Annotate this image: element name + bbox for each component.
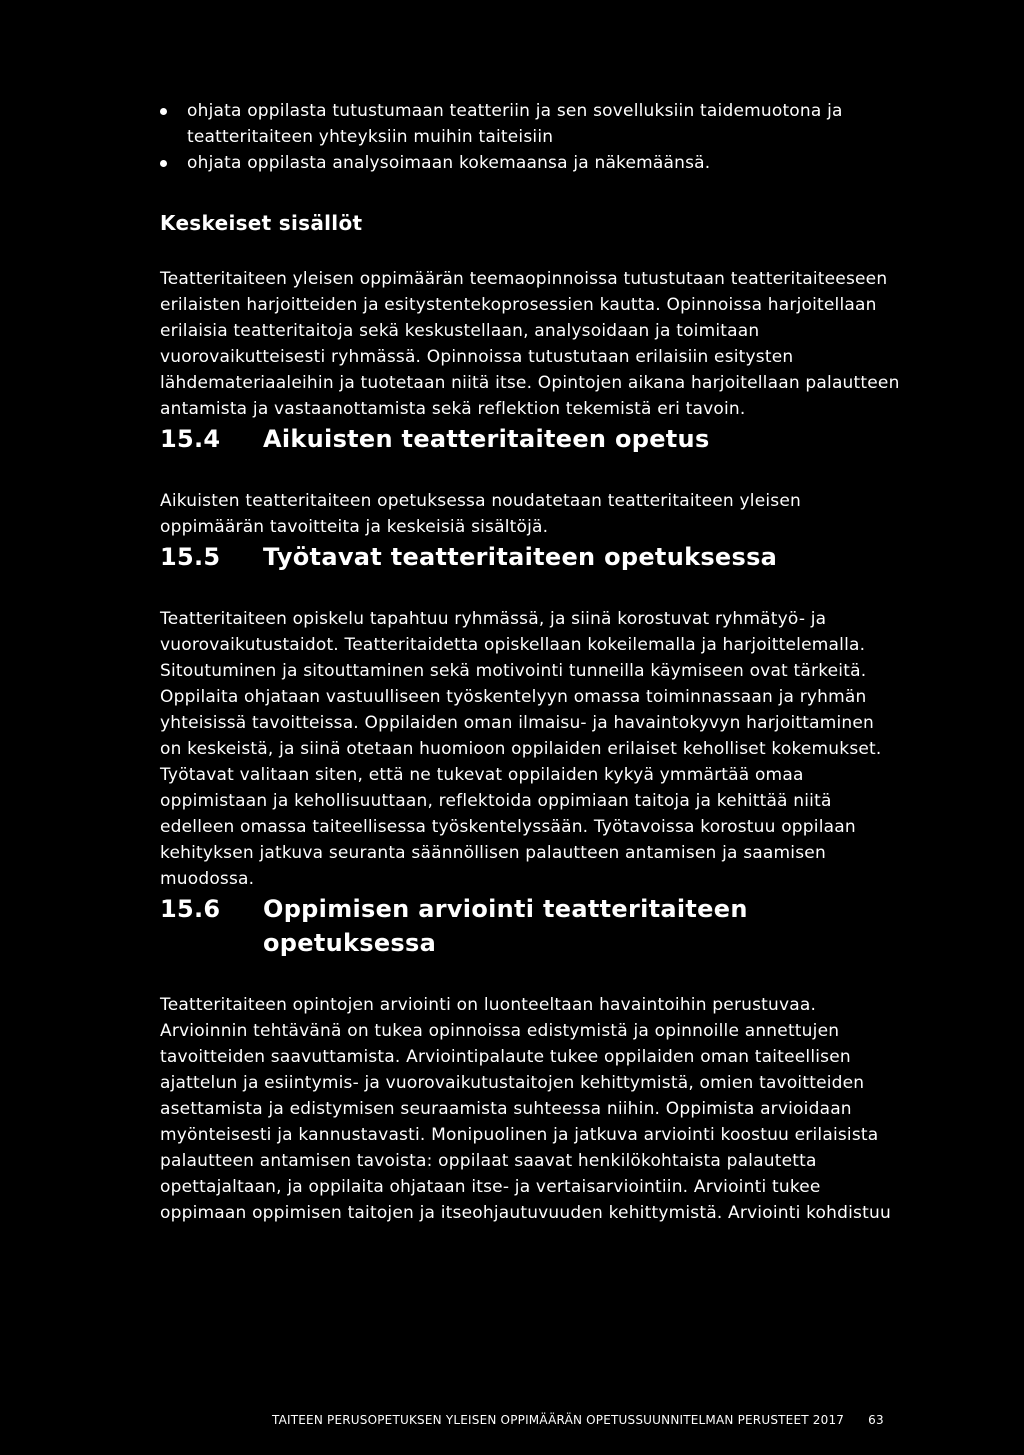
section-paragraph-15-6: Teatteritaiteen opintojen arviointi on luonteeltaan havaintoihin perustuvaa. Arvioinnin tehtävänä on tukea opinnoissa edistymistä ja opinnoille annettujen tavoitteiden saavuttamista. Arviointipalaute tukee oppilaiden oman taiteellisen ajattelun ja esiintymis- ja vuorovaikutustaitojen kehittymistä, omien tavoitteiden asettamista ja edistymisen seuraamista suhteessa niihin. Oppimista arvioidaan myönteisesti ja kannustavasti. Monipuolinen ja jatkuva arviointi koostuu erilaisista palautteen antamisen tavoista: oppilaat saavat henkilökohtaista palautetta opettajaltaan, ja oppilaita ohjataan itse- ja vertaisarviointiin. Arviointi tukee oppimaan oppimisen taitojen ja itseohjautuvuuden kehittymistä. Arviointi kohdistuu (160, 995, 891, 1223)
goal-bullet-list (160, 98, 900, 176)
content-paragraph: Teatteritaiteen yleisen oppimäärän teemaopinnoissa tutustutaan teatteritaiteeseen erilaisten harjoitteiden ja esitystentekoprosessien kautta. Opinnoissa harjoitellaan erilaisia teatteritaitoja sekä keskustellaan, analysoidaan ja toimitaan vuorovaikutteisesti ryhmässä. Opinnoissa tutustutaan erilaisiin esitysten lähdemateriaaleihin ja tuotetaan niitä itse. Opintojen aikana harjoitellaan palautteen antamista ja vastaanottamista sekä reflektion tekemistä eri tavoin. (160, 269, 900, 419)
bullet-text: ohjata oppilasta analysoimaan kokemaansa ja näkemäänsä. (187, 153, 711, 173)
bullet-dot-icon (160, 108, 167, 115)
content-heading: Keskeiset sisällöt (160, 211, 363, 235)
bullet-text: ohjata oppilasta tutustumaan teatteriin ja sen sovelluksiin taidemuotona ja teatteritaiteen yhteyksiin muihin taiteisiin (187, 101, 843, 147)
section-heading-15-6 (160, 892, 900, 960)
section-paragraph-15-5: Teatteritaiteen opiskelu tapahtuu ryhmässä, ja siinä korostuvat ryhmätyö- ja vuorovaikutustaidot. Teatteritaidetta opiskellaan kokeilemalla ja harjoittelemalla. Sitoutuminen ja sitouttaminen sekä motivointi tunneilla käymiseen ovat tärkeitä. Oppilaita ohjataan vastuulliseen työskentelyyn omassa toiminnassaan ja ryhmän yhteisissä tavoitteissa. Oppilaiden oman ilmaisu- ja havaintokyvyn harjoittaminen on keskeistä, ja siinä otetaan huomioon oppilaiden erilaiset keholliset kokemukset. Työtavat valitaan siten, että ne tukevat oppilaiden kykyä ymmärtää omaa oppimistaan ja kehollisuuttaan, reflektoida oppimiaan taitoja ja kehittää niitä edelleen omassa taiteellisessa työskentelyssään. Työtavoissa korostuu oppilaan kehityksen jatkuva seuranta säännöllisen palautteen antamisen ja saamisen muodossa. (160, 609, 882, 889)
section-title: Aikuisten teatteritaiteen opetus (263, 425, 710, 453)
section-title: Oppimisen arviointi teatteritaiteen opetuksessa (263, 895, 748, 957)
list-item (160, 150, 900, 176)
page-footer (272, 1412, 912, 1428)
list-item (160, 98, 900, 150)
footer-title: TAITEEN PERUSOPETUKSEN YLEISEN OPPIMÄÄRÄN OPETUSSUUNNITELMAN PERUSTEET 2017 (272, 1413, 845, 1427)
section-number: 15.5 (160, 543, 221, 571)
section-number: 15.4 (160, 425, 221, 453)
page-body (160, 98, 900, 1226)
section-number: 15.6 (160, 895, 221, 923)
section-heading-15-5 (160, 540, 900, 574)
section-heading-15-4 (160, 422, 900, 456)
bullet-dot-icon (160, 160, 167, 167)
page-number: 63 (868, 1413, 884, 1427)
section-title: Työtavat teatteritaiteen opetuksessa (263, 543, 778, 571)
section-paragraph-15-4: Aikuisten teatteritaiteen opetuksessa noudatetaan teatteritaiteen yleisen oppimäärän tavoitteita ja keskeisiä sisältöjä. (160, 491, 801, 537)
